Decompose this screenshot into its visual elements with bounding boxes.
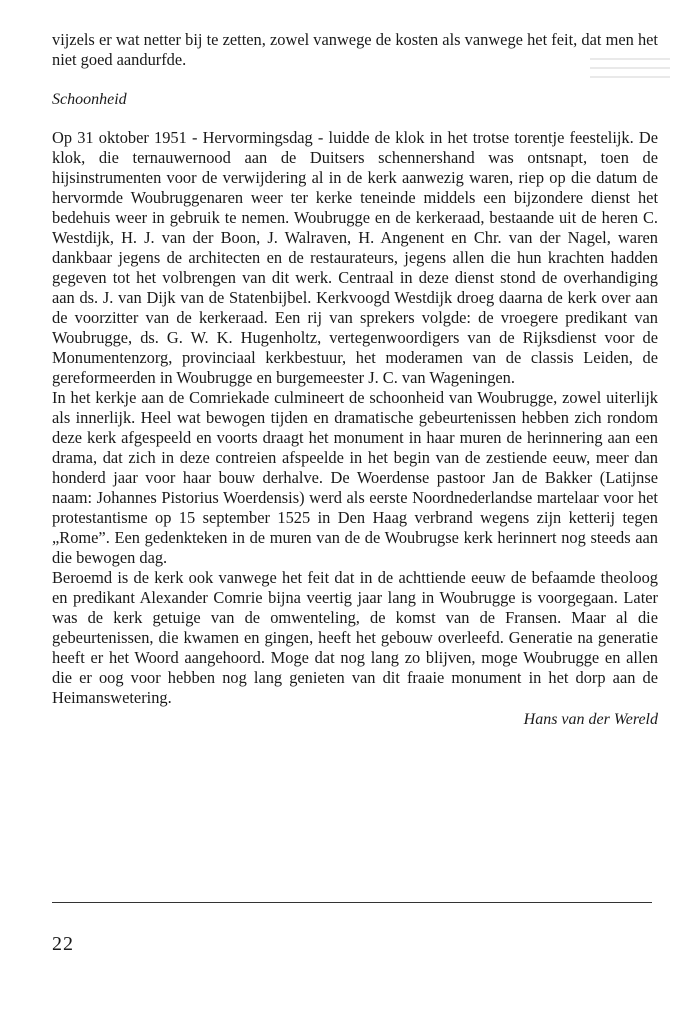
document-page [52, 30, 658, 730]
author-signature: Hans van der Wereld [523, 711, 658, 728]
section-heading: Schoonheid [52, 91, 127, 108]
body-paragraph-1: Op 31 oktober 1951 - Hervormingsdag - luidde de klok in het trotse torentje feestelijk. De klok, die ternauwernood aan de Duitsers schennershand was ontsnapt, toen de hijsinstrumenten voor de verwijdering al in de kerk aanwezig waren, riep op die datum de hervormde Woubruggenaren weer ter kerke teneinde middels een bijzondere dienst het bedehuis weer in gebruik te nemen. Woubrugge en de kerkeraad, bestaande uit de heren C. Westdijk, H. J. van der Boon, J. Walraven, H. Angenent en Chr. van der Nagel, waren dankbaar jegens de architecten en de restaurateurs, jegens allen die hun krachten hadden gegeven tot het volbrengen van dit werk. Centraal in deze dienst stond de overhandiging aan ds. J. van Dijk van de Statenbijbel. Kerkvoogd Westdijk droeg daarna de kerk over aan de voorzitter van de kerkeraad. Een rij van sprekers volgde: de vroegere predikant van Woubrugge, ds. G. W. K. Hugenholtz, vertegenwoordigers van de Rijksdienst voor de Monumentenzorg, provinciaal kerkbestuur, het moderamen van de classis Leiden, de gereformeerden in Woubrugge en burgemeester J. C. van Wageningen. [52, 128, 658, 387]
footer-divider [52, 902, 652, 903]
intro-paragraph: vijzels er wat netter bij te zetten, zowel vanwege de kosten als vanwege het feit, dat men het niet goed aandurfde. [52, 30, 658, 69]
page-number: 22 [52, 933, 74, 955]
body-paragraph-2: In het kerkje aan de Comriekade culmineert de schoonheid van Woubrugge, zowel uiterlijk als innerlijk. Heel wat bewogen tijden en dramatische gebeurtenissen hebben zich rondom deze kerk afgespeeld en voorts draagt het monument in haar muren de herinnering aan een drama, dat zich in deze contreien afspeelde in het begin van de zestiende eeuw, meer dan honderd jaar voor haar bouw derhalve. De Woerdense pastoor Jan de Bakker (Latijnse naam: Johannes Pistorius Woerdensis) werd als eerste Noordnederlandse martelaar voor het protestantisme op 15 september 1525 in Den Haag verbrand wegens zijn ketterij tegen „Rome”. Een gedenkteken in de muren van de de Woubrugse kerk herinnert nog steeds aan die bewogen dag. [52, 388, 658, 567]
body-paragraph-3: Beroemd is de kerk ook vanwege het feit dat in de achttiende eeuw de befaamde theoloog en predikant Alexander Comrie bijna veertig jaar lang in Woubrugge is voorgegaan. Later was de kerk getuige van de omwenteling, de komst van de Fransen. Maar al die gebeurtenissen, die kwamen en gingen, heeft het gebouw overleefd. Generatie na generatie heeft er het Woord aangehoord. Moge dat nog lang zo blijven, moge Woubrugge en allen die er oog voor hebben nog lang genieten van dit fraaie monument in het dorp aan de Heimanswetering. [52, 568, 658, 707]
